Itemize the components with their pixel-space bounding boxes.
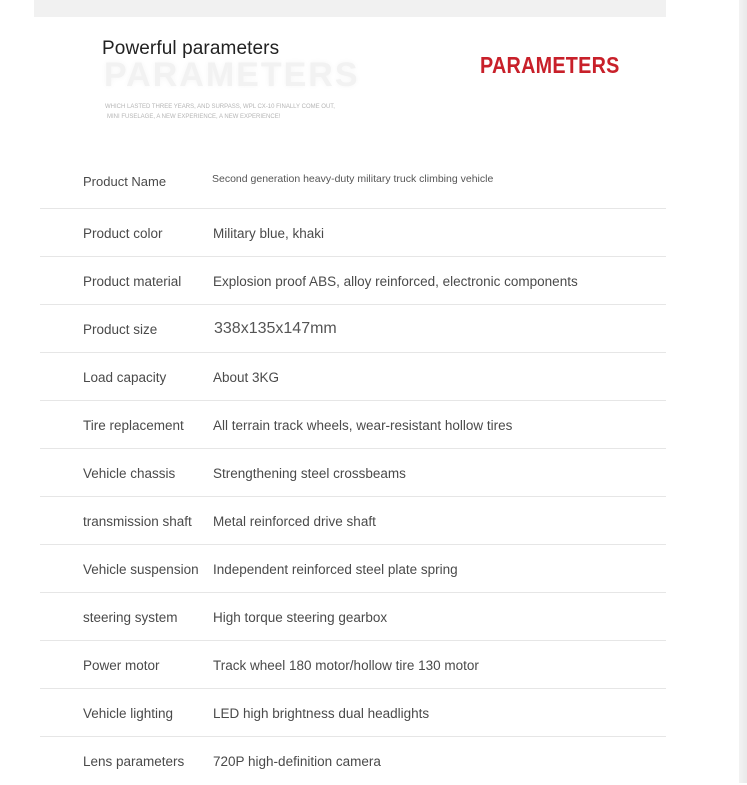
- table-row-load-capacity: [40, 353, 666, 401]
- row-label: steering system: [83, 610, 178, 625]
- parameters-table: [40, 157, 666, 785]
- section-heading: Powerful parameters: [102, 38, 280, 59]
- tagline-line-2: MINI FUSELAGE, A NEW EXPERIENCE, A NEW EXPERIENCE!: [107, 114, 281, 120]
- row-label: transmission shaft: [83, 514, 192, 529]
- row-value: About 3KG: [213, 370, 280, 385]
- row-label: Product color: [83, 226, 163, 241]
- ghost-watermark-text: PARAMETERS: [104, 56, 360, 94]
- row-value: Track wheel 180 motor/hollow tire 130 motor: [213, 658, 479, 673]
- parameters-tag: PARAMETERS: [480, 52, 620, 78]
- top-band: [34, 0, 666, 17]
- row-value: LED high brightness dual headlights: [213, 706, 430, 721]
- table-row-lens-parameters: [40, 737, 666, 785]
- row-label: Vehicle suspension: [83, 562, 199, 577]
- row-label: Vehicle chassis: [83, 466, 176, 481]
- table-row-product-name: [40, 157, 666, 209]
- row-value: Military blue, khaki: [213, 226, 325, 241]
- row-label: Lens parameters: [83, 754, 185, 769]
- row-value: Explosion proof ABS, alloy reinforced, electronic components: [213, 274, 578, 289]
- row-label: Vehicle lighting: [83, 706, 174, 721]
- table-row-tire-replacement: [40, 401, 666, 449]
- table-row-steering-system: [40, 593, 666, 641]
- table-row-product-color: [40, 209, 666, 257]
- row-value: 720P high-definition camera: [213, 754, 381, 769]
- row-value: 338x135x147mm: [214, 320, 337, 337]
- row-label: Product material: [83, 274, 182, 289]
- row-label: Power motor: [83, 658, 160, 673]
- row-value: Metal reinforced drive shaft: [213, 514, 376, 529]
- table-row-product-material: [40, 257, 666, 305]
- tagline: [105, 102, 375, 122]
- row-label: Load capacity: [83, 370, 167, 385]
- row-value: Second generation heavy-duty military truck climbing vehicle: [212, 173, 494, 185]
- row-value: Strengthening steel crossbeams: [213, 466, 406, 481]
- table-row-vehicle-chassis: [40, 449, 666, 497]
- row-label: Product Name: [83, 174, 167, 189]
- table-row-vehicle-lighting: [40, 689, 666, 737]
- row-value: High torque steering gearbox: [213, 610, 388, 625]
- table-row-transmission-shaft: [40, 497, 666, 545]
- page-edge: [739, 0, 747, 783]
- table-row-vehicle-suspension: [40, 545, 666, 593]
- row-label: Product size: [83, 322, 158, 337]
- table-row-power-motor: [40, 641, 666, 689]
- table-row-product-size: [40, 305, 666, 353]
- tagline-line-1: WHICH LASTED THREE YEARS, AND SURPASS, WPL CX-10 FINALLY COME OUT,: [105, 104, 335, 110]
- row-value: All terrain track wheels, wear-resistant hollow tires: [213, 418, 513, 433]
- row-value: Independent reinforced steel plate spring: [213, 562, 458, 577]
- row-label: Tire replacement: [83, 418, 184, 433]
